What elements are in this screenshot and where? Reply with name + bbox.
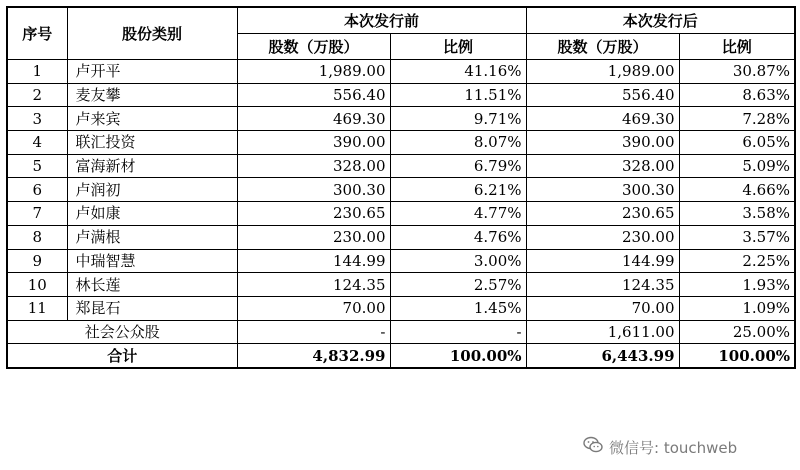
header-seq: 序号 xyxy=(7,7,67,60)
row-seq: 6 xyxy=(7,178,67,202)
table-row xyxy=(7,83,795,107)
row-before-ratio: 6.21% xyxy=(390,178,526,202)
row-seq: 5 xyxy=(7,154,67,178)
table-row xyxy=(7,60,795,84)
row-before-shares: 1,989.00 xyxy=(237,60,390,84)
row-after-ratio: 3.57% xyxy=(679,225,795,249)
row-seq: 9 xyxy=(7,249,67,273)
row-seq: 11 xyxy=(7,296,67,320)
row-after-ratio: 1.09% xyxy=(679,296,795,320)
public-before-ratio: - xyxy=(390,320,526,344)
row-before-ratio: 1.45% xyxy=(390,296,526,320)
row-seq: 7 xyxy=(7,202,67,226)
row-after-shares: 70.00 xyxy=(526,296,679,320)
row-before-ratio: 9.71% xyxy=(390,107,526,131)
row-name: 林长莲 xyxy=(67,273,237,297)
row-before-shares: 328.00 xyxy=(237,154,390,178)
table-row xyxy=(7,225,795,249)
total-after-shares: 6,443.99 xyxy=(526,344,679,368)
table-row xyxy=(7,107,795,131)
public-after-ratio: 25.00% xyxy=(679,320,795,344)
row-after-ratio: 1.93% xyxy=(679,273,795,297)
header-before-shares: 股数（万股） xyxy=(237,34,390,60)
header-after-shares: 股数（万股） xyxy=(526,34,679,60)
public-before-shares: - xyxy=(237,320,390,344)
table-row xyxy=(7,296,795,320)
row-before-ratio: 4.76% xyxy=(390,225,526,249)
total-row xyxy=(7,344,795,368)
row-seq: 3 xyxy=(7,107,67,131)
row-after-shares: 124.35 xyxy=(526,273,679,297)
row-before-ratio: 4.77% xyxy=(390,202,526,226)
table-row xyxy=(7,249,795,273)
row-before-shares: 144.99 xyxy=(237,249,390,273)
row-after-ratio: 30.87% xyxy=(679,60,795,84)
row-after-ratio: 4.66% xyxy=(679,178,795,202)
row-after-ratio: 3.58% xyxy=(679,202,795,226)
row-before-ratio: 2.57% xyxy=(390,273,526,297)
row-after-ratio: 8.63% xyxy=(679,83,795,107)
public-shares-label: 社会公众股 xyxy=(7,320,237,344)
header-before: 本次发行前 xyxy=(237,7,526,34)
row-after-shares: 556.40 xyxy=(526,83,679,107)
table-row xyxy=(7,131,795,155)
row-after-shares: 300.30 xyxy=(526,178,679,202)
header-after-ratio: 比例 xyxy=(679,34,795,60)
watermark-text: 微信号: touchweb xyxy=(609,438,738,457)
row-after-ratio: 2.25% xyxy=(679,249,795,273)
row-before-ratio: 3.00% xyxy=(390,249,526,273)
row-after-shares: 469.30 xyxy=(526,107,679,131)
row-seq: 4 xyxy=(7,131,67,155)
row-before-shares: 230.65 xyxy=(237,202,390,226)
table-row xyxy=(7,202,795,226)
row-after-shares: 144.99 xyxy=(526,249,679,273)
row-before-shares: 124.35 xyxy=(237,273,390,297)
header-after: 本次发行后 xyxy=(526,7,795,34)
row-seq: 2 xyxy=(7,83,67,107)
row-before-ratio: 8.07% xyxy=(390,131,526,155)
row-before-shares: 469.30 xyxy=(237,107,390,131)
header-before-ratio: 比例 xyxy=(390,34,526,60)
row-name: 卢开平 xyxy=(67,60,237,84)
row-after-shares: 390.00 xyxy=(526,131,679,155)
row-name: 郑昆石 xyxy=(67,296,237,320)
row-name: 卢满根 xyxy=(67,225,237,249)
row-before-shares: 390.00 xyxy=(237,131,390,155)
row-seq: 8 xyxy=(7,225,67,249)
total-after-ratio: 100.00% xyxy=(679,344,795,368)
row-name: 卢来宾 xyxy=(67,107,237,131)
row-before-ratio: 6.79% xyxy=(390,154,526,178)
row-name: 卢润初 xyxy=(67,178,237,202)
table-row xyxy=(7,178,795,202)
share-structure-table xyxy=(6,6,796,369)
table-row xyxy=(7,273,795,297)
table-row xyxy=(7,154,795,178)
row-name: 中瑞智慧 xyxy=(67,249,237,273)
total-label: 合计 xyxy=(7,344,237,368)
row-name: 卢如康 xyxy=(67,202,237,226)
row-after-shares: 328.00 xyxy=(526,154,679,178)
row-seq: 1 xyxy=(7,60,67,84)
row-name: 富海新材 xyxy=(67,154,237,178)
public-after-shares: 1,611.00 xyxy=(526,320,679,344)
row-after-ratio: 7.28% xyxy=(679,107,795,131)
row-before-shares: 70.00 xyxy=(237,296,390,320)
row-after-shares: 230.65 xyxy=(526,202,679,226)
row-before-shares: 300.30 xyxy=(237,178,390,202)
header-category: 股份类别 xyxy=(67,7,237,60)
row-after-shares: 230.00 xyxy=(526,225,679,249)
total-before-ratio: 100.00% xyxy=(390,344,526,368)
row-name: 联汇投资 xyxy=(67,131,237,155)
row-after-ratio: 5.09% xyxy=(679,154,795,178)
row-before-ratio: 41.16% xyxy=(390,60,526,84)
row-seq: 10 xyxy=(7,273,67,297)
row-before-shares: 230.00 xyxy=(237,225,390,249)
row-name: 麦友攀 xyxy=(67,83,237,107)
row-before-shares: 556.40 xyxy=(237,83,390,107)
public-shares-row xyxy=(7,320,795,344)
row-after-ratio: 6.05% xyxy=(679,131,795,155)
row-after-shares: 1,989.00 xyxy=(526,60,679,84)
header-row-top xyxy=(7,7,795,34)
wechat-icon xyxy=(583,436,603,458)
row-before-ratio: 11.51% xyxy=(390,83,526,107)
total-before-shares: 4,832.99 xyxy=(237,344,390,368)
watermark xyxy=(583,436,737,458)
